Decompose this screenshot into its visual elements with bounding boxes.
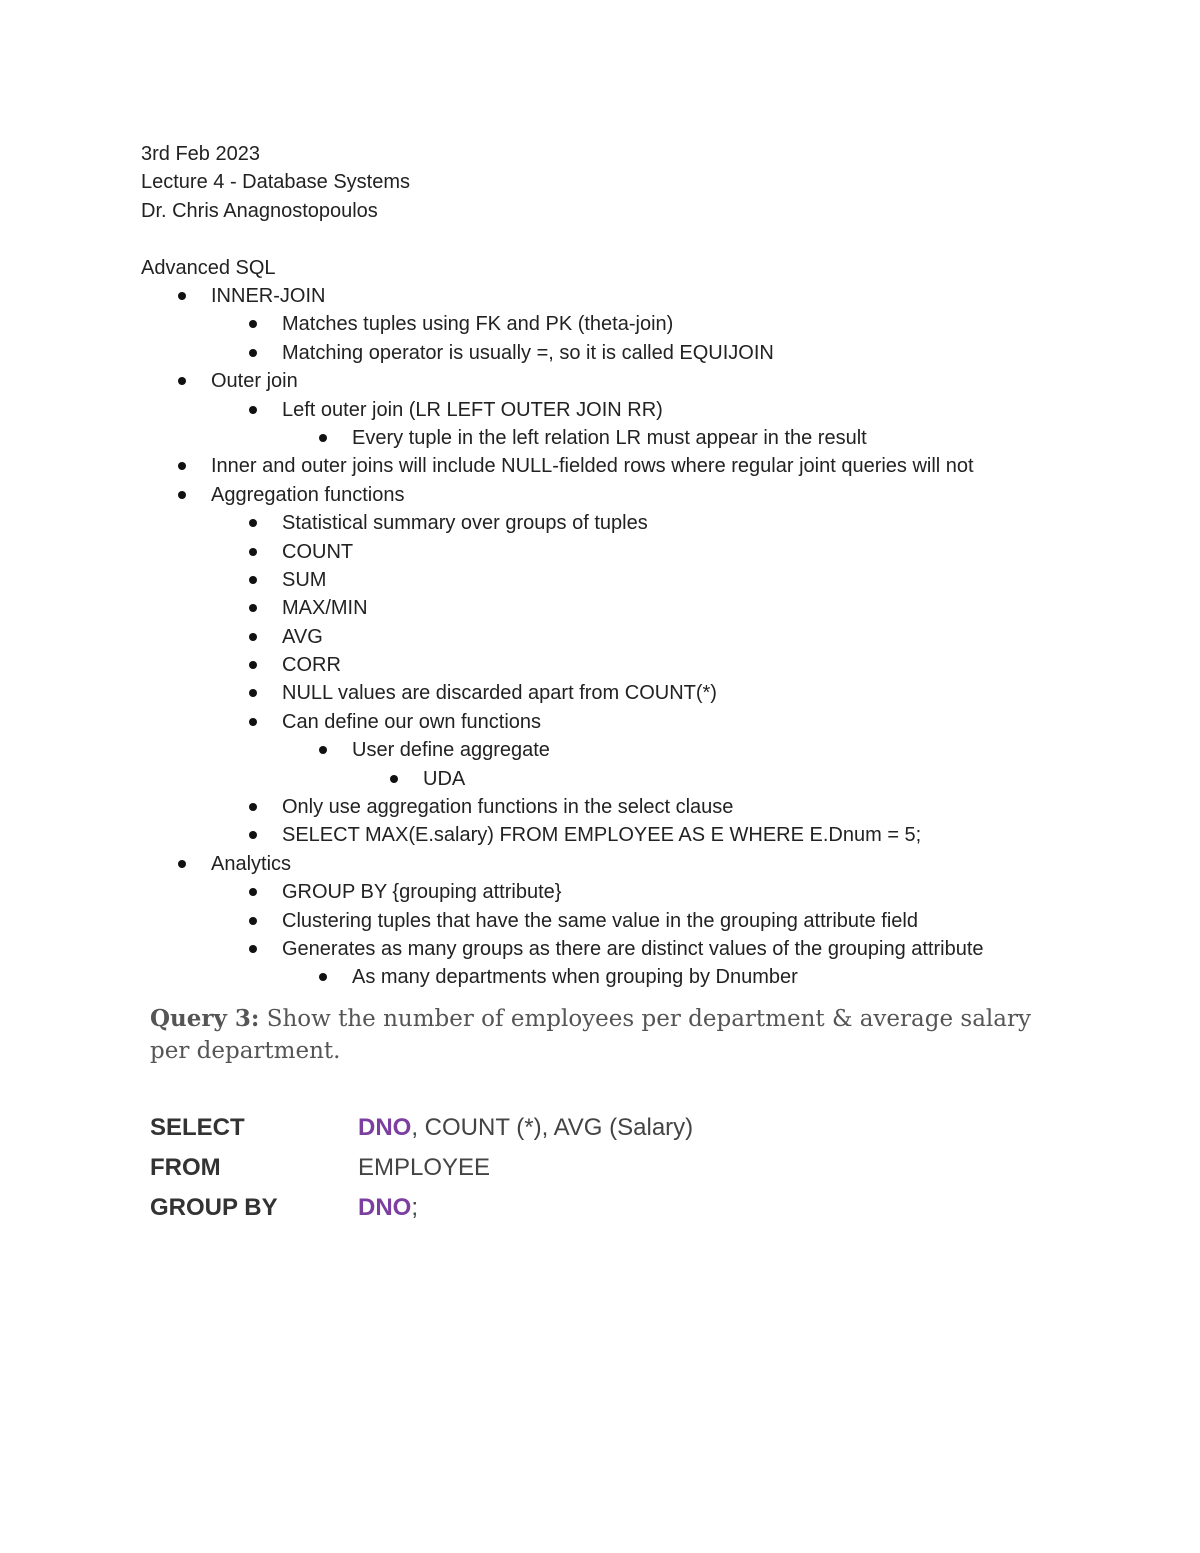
list-item-text: Analytics bbox=[211, 852, 292, 875]
list-item-text: UDA bbox=[423, 767, 466, 790]
lecture-title: Lecture 4 - Database Systems bbox=[141, 171, 411, 193]
list-item bbox=[0, 708, 1200, 736]
notes-list bbox=[0, 282, 1200, 992]
sql-from-keyword: FROM bbox=[150, 1154, 221, 1181]
lecture-date: 3rd Feb 2023 bbox=[141, 143, 260, 165]
list-item bbox=[0, 396, 1200, 424]
list-item bbox=[0, 481, 1200, 509]
bullet-icon bbox=[178, 860, 186, 868]
bullet-icon bbox=[178, 462, 186, 470]
bullet-icon bbox=[249, 604, 257, 612]
list-item bbox=[0, 935, 1200, 963]
bullet-icon bbox=[249, 803, 257, 811]
list-item bbox=[0, 509, 1200, 537]
list-item-text: Generates as many groups as there are distinct values of the grouping attribute bbox=[282, 937, 984, 960]
sql-select-args bbox=[358, 1108, 693, 1148]
list-item bbox=[0, 793, 1200, 821]
list-item bbox=[0, 765, 1200, 793]
list-item-text: User define aggregate bbox=[352, 739, 550, 762]
bullet-icon bbox=[249, 661, 257, 669]
list-item bbox=[0, 821, 1200, 849]
bullet-icon bbox=[249, 633, 257, 641]
list-item-text: NULL values are discarded apart from COUNT(*) bbox=[282, 682, 717, 705]
bullet-icon bbox=[319, 434, 327, 442]
list-item bbox=[0, 424, 1200, 452]
list-item-text: GROUP BY {grouping attribute} bbox=[282, 881, 562, 904]
sql-group-rest: ; bbox=[411, 1194, 419, 1221]
bullet-icon bbox=[249, 888, 257, 896]
bullet-icon bbox=[249, 718, 257, 726]
list-item-text: Every tuple in the left relation LR must appear in the result bbox=[352, 426, 867, 449]
bullet-icon bbox=[249, 349, 257, 357]
list-item-text: AVG bbox=[282, 625, 323, 648]
sql-group-keyword: GROUP BY bbox=[150, 1194, 278, 1221]
list-item bbox=[0, 594, 1200, 622]
bullet-icon bbox=[249, 576, 257, 584]
list-item bbox=[0, 339, 1200, 367]
list-item bbox=[0, 310, 1200, 338]
list-item bbox=[0, 367, 1200, 395]
sql-select-rest: , COUNT (*), AVG (Salary) bbox=[411, 1114, 694, 1141]
bullet-icon bbox=[178, 377, 186, 385]
bullet-icon bbox=[249, 917, 257, 925]
query-label: Query 3: bbox=[150, 1005, 260, 1032]
sql-select-dno: DNO bbox=[358, 1114, 412, 1141]
list-item-text: INNER-JOIN bbox=[211, 285, 326, 307]
bullet-icon bbox=[249, 519, 257, 527]
lecturer-name: Dr. Chris Anagnostopoulos bbox=[141, 200, 378, 222]
list-item-text: As many departments when grouping by Dnumber bbox=[352, 966, 798, 989]
list-item-text: Matching operator is usually =, so it is called EQUIJOIN bbox=[282, 341, 774, 364]
sql-select-keyword: SELECT bbox=[150, 1114, 245, 1141]
sql-group-dno: DNO bbox=[358, 1194, 412, 1221]
bullet-icon bbox=[249, 945, 257, 953]
list-item bbox=[0, 850, 1200, 878]
list-item bbox=[0, 907, 1200, 935]
list-item-text: Matches tuples using FK and PK (theta-join) bbox=[282, 313, 674, 336]
bullet-icon bbox=[249, 831, 257, 839]
list-item-text: Can define our own functions bbox=[282, 710, 542, 733]
list-item-text: SELECT MAX(E.salary) FROM EMPLOYEE AS E WHERE E.Dnum = 5; bbox=[282, 824, 922, 847]
bullet-icon bbox=[390, 775, 398, 783]
list-item bbox=[0, 623, 1200, 651]
query-heading bbox=[150, 1003, 1070, 1067]
list-item bbox=[0, 878, 1200, 906]
section-title: Advanced SQL bbox=[141, 257, 276, 279]
list-item bbox=[0, 452, 1200, 480]
list-item-text: SUM bbox=[282, 568, 327, 591]
list-item-text: Clustering tuples that have the same value in the grouping attribute field bbox=[282, 909, 918, 932]
list-item bbox=[0, 651, 1200, 679]
list-item bbox=[0, 538, 1200, 566]
bullet-icon bbox=[319, 746, 327, 754]
bullet-icon bbox=[249, 689, 257, 697]
bullet-icon bbox=[249, 320, 257, 328]
list-item-text: Statistical summary over groups of tuples bbox=[282, 512, 648, 535]
list-item-text: Outer join bbox=[211, 370, 298, 393]
list-item bbox=[0, 566, 1200, 594]
sql-group-args bbox=[358, 1188, 418, 1228]
list-item-text: Left outer join (LR LEFT OUTER JOIN RR) bbox=[282, 398, 663, 421]
list-item bbox=[0, 282, 1200, 310]
list-item bbox=[0, 963, 1200, 991]
list-item bbox=[0, 736, 1200, 764]
bullet-icon bbox=[249, 406, 257, 414]
list-item-text: Aggregation functions bbox=[211, 483, 405, 506]
list-item-text: Only use aggregation functions in the select clause bbox=[282, 796, 734, 819]
list-item-text: COUNT bbox=[282, 540, 354, 563]
bullet-icon bbox=[249, 548, 257, 556]
list-item-text: MAX/MIN bbox=[282, 597, 368, 620]
sql-from-table: EMPLOYEE bbox=[358, 1154, 491, 1181]
bullet-icon bbox=[178, 491, 186, 499]
bullet-icon bbox=[319, 973, 327, 981]
query-description: Show the number of employees per department & average salary per department. bbox=[150, 1006, 1031, 1064]
list-item bbox=[0, 679, 1200, 707]
list-item-text: CORR bbox=[282, 654, 341, 677]
bullet-icon bbox=[178, 292, 186, 300]
list-item-text: Inner and outer joins will include NULL-fielded rows where regular joint queries will not bbox=[211, 455, 974, 478]
